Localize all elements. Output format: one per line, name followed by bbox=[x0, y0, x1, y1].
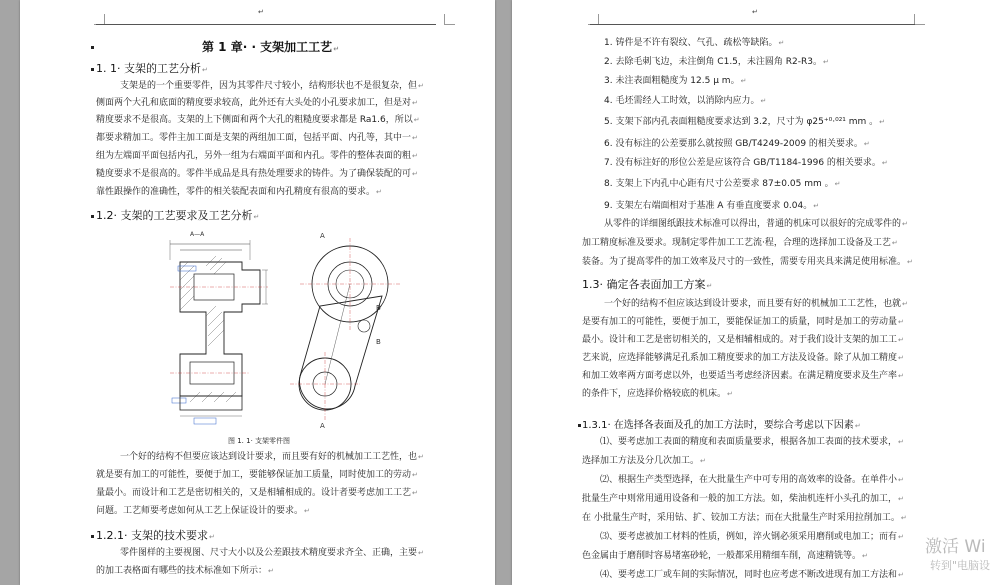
paragraph-mark: ↵ bbox=[418, 453, 424, 461]
requirement-item-3: 3. 未注表面粗糙度为 12.5 μ m。↵ bbox=[604, 76, 747, 86]
body-line: 组为左端面平面包括内孔，另外一组为右端面平面和内孔。零件的整体表面的粗↵ bbox=[96, 151, 418, 161]
paragraph-mark: ↵ bbox=[700, 457, 706, 465]
body-line: 是要有加工的可能性，要便于加工，要能保证加工的质量，同时是加工的劳动量↵ bbox=[582, 317, 904, 327]
body-line: 都要求精加工。零件主加工面是支架的两组加工面，包括平面、内孔等，其中一↵ bbox=[96, 133, 418, 143]
body-line: 靠性跟操作的准确性，零件的相关装配表面和内孔精度有很高的要求。↵ bbox=[96, 187, 382, 197]
page-gap bbox=[497, 0, 509, 585]
section-label: A—A bbox=[190, 231, 205, 238]
chapter-title: 第 1 章· · 支架加工工艺↵ bbox=[202, 40, 340, 54]
body-line: 精度要求不是很高。支架的上下侧面和两个大孔的粗糙度要求都是 Ra1.6，所以↵ bbox=[96, 115, 420, 125]
body-line: 和加工效率两方面考虑以外，也要适当考虑经济因素。在满足精度要求及生产率↵ bbox=[582, 371, 904, 381]
body-line: 装备。为了提高零件的加工效率及尺寸的一致性，需要专用夹具来满足使用标准。↵ bbox=[582, 257, 913, 267]
paragraph-mark: ↵ bbox=[898, 372, 904, 380]
body-line: 的加工表格面有哪些的技术标准如下所示：↵ bbox=[96, 566, 274, 576]
paragraph-mark: ↵ bbox=[268, 567, 274, 575]
requirement-item-8: 8. 支架上下内孔中心距有尺寸公差要求 87±0.05 mm 。↵ bbox=[604, 179, 841, 189]
paragraph-mark: ↵ bbox=[253, 213, 260, 221]
paragraph-mark: ↵ bbox=[376, 188, 382, 196]
paragraph-mark: ↵ bbox=[752, 8, 758, 16]
paragraph-mark: ↵ bbox=[412, 152, 418, 160]
paragraph-mark: ↵ bbox=[258, 8, 264, 16]
body-line: 加工精度标准及要求。现制定零件加工工艺流·程，合理的选择加工设备及工艺↵ bbox=[582, 238, 898, 248]
requirement-item-2: 2. 去除毛刺飞边，未注倒角 C1.5，未注圆角 R2-R3。↵ bbox=[604, 57, 829, 67]
paragraph-mark: ↵ bbox=[813, 202, 820, 210]
paragraph-mark: ↵ bbox=[740, 77, 747, 85]
paragraph-mark: ↵ bbox=[898, 495, 904, 503]
paragraph-mark: ↵ bbox=[907, 258, 913, 266]
paragraph-mark: ↵ bbox=[760, 97, 767, 105]
section-heading-1-2-1: 1.2.1· 支架的技术要求↵ bbox=[96, 529, 215, 542]
requirement-item-9: 9. 支架左右端面相对于基准 A 有垂直度要求 0.04。↵ bbox=[604, 201, 820, 211]
requirement-item-1: 1. 铸件是不许有裂纹、气孔、疏松等缺陷。↵ bbox=[604, 38, 785, 48]
view-label-a: A bbox=[320, 232, 325, 240]
body-line: 一个好的结构不但要应该达到设计要求，而且要有好的机械加工工艺性，也↵ bbox=[120, 452, 424, 462]
section-heading-1-3: 1.3· 确定各表面加工方案↵ bbox=[582, 278, 713, 291]
paragraph-mark: ↵ bbox=[879, 118, 886, 126]
paragraph-mark: ↵ bbox=[854, 422, 861, 430]
paragraph-mark: ↵ bbox=[412, 99, 418, 107]
header-rule bbox=[590, 24, 915, 25]
paragraph-mark: ↵ bbox=[412, 134, 418, 142]
paragraph-mark: ↵ bbox=[902, 220, 908, 228]
corner-mark-top-right bbox=[444, 14, 455, 25]
body-line: 侧面两个大孔和底面的精度要求较高，此外还有大头处的小孔要求加工，但是对↵ bbox=[96, 98, 418, 108]
paragraph-mark: ↵ bbox=[834, 180, 841, 188]
body-line: 色金属由于磨削时容易堵塞砂轮，一般都采用精细车削，高速精铣等。↵ bbox=[582, 551, 868, 561]
paragraph-mark: ↵ bbox=[706, 282, 713, 290]
paragraph-mark: ↵ bbox=[862, 552, 868, 560]
paragraph-mark: ↵ bbox=[778, 39, 785, 47]
paragraph-mark: ↵ bbox=[418, 549, 424, 557]
paragraph-mark: ↵ bbox=[863, 140, 870, 148]
body-line: 艺来说，应选择能够满足孔系加工精度要求的加工方法及设备。除了从加工精度↵ bbox=[582, 353, 904, 363]
paragraph-mark: ↵ bbox=[333, 45, 340, 53]
body-line: ⑴、要考虑加工表面的精度和表面质量要求，根据各加工表面的技术要求，↵ bbox=[600, 437, 904, 447]
paragraph-mark: ↵ bbox=[898, 533, 904, 541]
paragraph-mark: ↵ bbox=[208, 533, 215, 541]
heading-bullet bbox=[91, 535, 94, 538]
right-page bbox=[512, 0, 1005, 585]
heading-bullet bbox=[91, 68, 94, 71]
paragraph-mark: ↵ bbox=[898, 438, 904, 446]
activation-watermark-line-1: 激活 Wi bbox=[925, 537, 986, 557]
body-line: 的条件下，应选择价格较底的机床。↵ bbox=[582, 389, 733, 399]
corner-mark-top-right bbox=[914, 14, 925, 25]
body-line: 批量生产中则常用通用设备和一般的加工方法。如，柴油机连杆小头孔的加工，↵ bbox=[582, 494, 904, 504]
body-line: 就是要有加工的可能性，要便于加工，要能够保证加工质量，同时使加工的劳动↵ bbox=[96, 470, 418, 480]
body-line: 零件图样的主要视图、尺寸大小以及公差跟技术精度要求齐全、正确，主要↵ bbox=[120, 548, 424, 558]
heading-bullet bbox=[91, 46, 94, 49]
requirement-item-5: 5. 支架下部内孔表面粗糙度要求达到 3.2，尺寸为 φ25⁺⁰·⁰²¹ mm 。↵ bbox=[604, 117, 886, 127]
section-heading-1-1: 1. 1· 支架的工艺分析↵ bbox=[96, 62, 208, 75]
paragraph-mark: ↵ bbox=[902, 300, 908, 308]
body-line: 最小。设计和工艺是密切相关的，又是相辅相成的。对于我们设计支架的加工工↵ bbox=[582, 335, 904, 345]
section-heading-1-3-1: 1.3.1· 在选择各表面及孔的加工方法时，要综合考虑以下因素↵ bbox=[582, 420, 861, 431]
paragraph-mark: ↵ bbox=[898, 318, 904, 326]
body-line: 从零件的详细图纸跟技术标准可以得出，普通的机床可以很好的完成零件的↵ bbox=[604, 219, 908, 229]
body-line: 一个好的结构不但应该达到设计要求，而且要有好的机械加工工艺性，也就↵ bbox=[604, 299, 908, 309]
body-line: ⑷、要考虑工厂或车间的实际情况，同时也应考虑不断改进现有加工方法和↵ bbox=[600, 570, 904, 580]
figure-caption: 图 1. 1· 支架零件图 bbox=[228, 437, 291, 445]
view-label-a-lower: A bbox=[320, 422, 325, 430]
view-label-b-lower: B bbox=[376, 338, 381, 346]
body-line: 支架是的一个重要零件，因为其零件尺寸较小，结构形状也不是很复杂，但↵ bbox=[120, 81, 424, 91]
paragraph-mark: ↵ bbox=[304, 507, 310, 515]
paragraph-mark: ↵ bbox=[898, 476, 904, 484]
paragraph-mark: ↵ bbox=[201, 66, 208, 74]
paragraph-mark: ↵ bbox=[898, 354, 904, 362]
left-page bbox=[20, 0, 495, 585]
paragraph-mark: ↵ bbox=[412, 170, 418, 178]
paragraph-mark: ↵ bbox=[727, 390, 733, 398]
bracket-part-drawing bbox=[150, 226, 400, 430]
paragraph-mark: ↵ bbox=[881, 159, 888, 167]
paragraph-mark: ↵ bbox=[418, 82, 424, 90]
paragraph-mark: ↵ bbox=[413, 116, 420, 124]
paragraph-mark: ↵ bbox=[898, 336, 904, 344]
activation-watermark-line-2: 转到"电脑设 bbox=[930, 559, 991, 572]
requirement-item-6: 6. 没有标注的公差要那么就按照 GB/T4249-2009 的相关要求。↵ bbox=[604, 139, 870, 149]
heading-bullet bbox=[91, 215, 94, 218]
body-line: 问题。工艺师要考虑如何从工艺上保证设计的要求。↵ bbox=[96, 506, 310, 516]
body-line: 糙度要求不是很高的。零件半成品是具有热处理要求的铸件。为了确保装配的可↵ bbox=[96, 169, 418, 179]
paragraph-mark: ↵ bbox=[891, 239, 898, 247]
paragraph-mark: ↵ bbox=[898, 571, 904, 579]
body-line: 量最小。而设计和工艺是密切相关的，又是相辅相成的。设计者要考虑加工工艺↵ bbox=[96, 488, 418, 498]
requirement-item-7: 7. 没有标注好的形位公差是应该符合 GB/T1184-1996 的相关要求。↵ bbox=[604, 158, 888, 168]
paragraph-mark: ↵ bbox=[412, 471, 418, 479]
body-line: 选择加工方法及分几次加工。↵ bbox=[582, 456, 706, 466]
view-label-b: B bbox=[376, 304, 381, 312]
body-line: ⑵、根据生产类型选择，在大批量生产中可专用的高效率的设备。在单件小↵ bbox=[600, 475, 904, 485]
body-line: ⑶、要考虑被加工材料的性质，例如，淬火钢必须采用磨削或电加工；而有↵ bbox=[600, 532, 904, 542]
requirement-item-4: 4. 毛坯需经人工时效，以消除内应力。↵ bbox=[604, 96, 767, 106]
paragraph-mark: ↵ bbox=[822, 58, 829, 66]
header-rule bbox=[96, 24, 436, 25]
heading-bullet bbox=[578, 424, 581, 427]
body-line: 在 小批量生产时，采用钻、扩、铰加工方法；而在大批量生产时采用拉削加工。↵ bbox=[582, 513, 907, 523]
paragraph-mark: ↵ bbox=[412, 489, 418, 497]
section-heading-1-2: 1.2· 支架的工艺要求及工艺分析↵ bbox=[96, 209, 260, 222]
paragraph-mark: ↵ bbox=[900, 514, 907, 522]
